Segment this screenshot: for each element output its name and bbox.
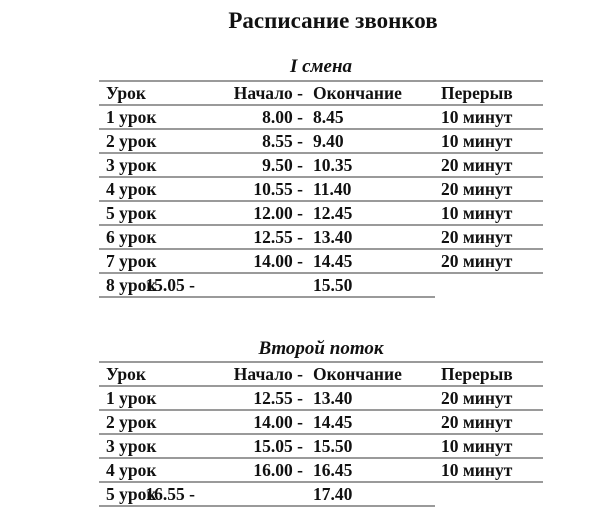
end-time-cell: 10.35: [313, 155, 353, 175]
start-time-cell: Начало -: [233, 364, 303, 384]
lesson-cell: 8 урок: [106, 275, 157, 295]
end-time-cell: 12.45: [313, 203, 353, 223]
start-time-cell: 16.55 -: [145, 484, 195, 504]
lesson-cell: 6 урок: [106, 227, 157, 247]
end-time-cell: 16.45: [313, 460, 353, 480]
lesson-cell: Урок: [106, 364, 146, 384]
start-time-cell: 15.05 -: [253, 436, 303, 456]
lesson-cell: 2 урок: [106, 131, 157, 151]
end-time-cell: 8.45: [313, 107, 344, 127]
start-time-cell: 8.00 -: [262, 107, 303, 127]
start-time-cell: Начало -: [233, 83, 303, 103]
end-time-cell: 14.45: [313, 412, 353, 432]
lesson-cell: 4 урок: [106, 460, 157, 480]
section-title: I смена: [289, 56, 353, 77]
table-header-row: [99, 363, 543, 387]
break-cell: 20 минут: [441, 227, 513, 247]
break-cell: 20 минут: [441, 155, 513, 175]
lesson-cell: 5 урок: [106, 484, 157, 504]
start-time-cell: 14.00 -: [253, 251, 303, 271]
lesson-cell: 1 урок: [106, 388, 157, 408]
end-time-cell: 13.40: [313, 388, 353, 408]
end-time-cell: 14.45: [313, 251, 353, 271]
end-time-cell: 17.40: [313, 484, 353, 504]
start-time-cell: 9.50 -: [262, 155, 303, 175]
table-row: [99, 226, 543, 250]
end-time-cell: 9.40: [313, 131, 344, 151]
end-time-cell: 15.50: [313, 275, 353, 295]
break-cell: 10 минут: [441, 460, 513, 480]
table-row: [99, 106, 543, 130]
end-time-cell: 11.40: [313, 179, 352, 199]
lesson-cell: 4 урок: [106, 179, 157, 199]
lesson-cell: 3 урок: [106, 436, 157, 456]
lesson-cell: 1 урок: [106, 107, 157, 127]
start-time-cell: 12.55 -: [253, 388, 303, 408]
end-time-cell: Окончание: [313, 83, 402, 103]
break-cell: 10 минут: [441, 203, 513, 223]
table-row: [99, 483, 435, 507]
break-cell: Перерыв: [441, 364, 513, 384]
start-time-cell: 15.05 -: [145, 275, 195, 295]
start-time-cell: 8.55 -: [262, 131, 303, 151]
break-cell: 20 минут: [441, 388, 513, 408]
table-row: [99, 130, 543, 154]
end-time-cell: 13.40: [313, 227, 353, 247]
table-row: [99, 435, 543, 459]
table-row: [99, 411, 543, 435]
table-row: [99, 459, 543, 483]
table-header-row: [99, 82, 543, 106]
end-time-cell: 15.50: [313, 436, 353, 456]
start-time-cell: 16.00 -: [253, 460, 303, 480]
schedule-table: [99, 80, 543, 298]
break-cell: Перерыв: [441, 83, 513, 103]
start-time-cell: 12.00 -: [253, 203, 303, 223]
page-title: Расписание звонков: [228, 8, 438, 33]
table-row: [99, 178, 543, 202]
break-cell: 10 минут: [441, 107, 513, 127]
start-time-cell: 14.00 -: [253, 412, 303, 432]
table-row: [99, 387, 543, 411]
break-cell: 10 минут: [441, 131, 513, 151]
schedule-table: [99, 361, 543, 507]
end-time-cell: Окончание: [313, 364, 402, 384]
section-title: Второй поток: [258, 338, 384, 359]
lesson-cell: Урок: [106, 83, 146, 103]
table-row: [99, 250, 543, 274]
break-cell: 10 минут: [441, 436, 513, 456]
table-row: [99, 154, 543, 178]
break-cell: 20 минут: [441, 179, 513, 199]
lesson-cell: 5 урок: [106, 203, 157, 223]
start-time-cell: 10.55 -: [253, 179, 303, 199]
lesson-cell: 7 урок: [106, 251, 157, 271]
break-cell: 20 минут: [441, 412, 513, 432]
table-row: [99, 202, 543, 226]
lesson-cell: 2 урок: [106, 412, 157, 432]
start-time-cell: 12.55 -: [253, 227, 303, 247]
break-cell: 20 минут: [441, 251, 513, 271]
table-row: [99, 274, 435, 298]
lesson-cell: 3 урок: [106, 155, 157, 175]
